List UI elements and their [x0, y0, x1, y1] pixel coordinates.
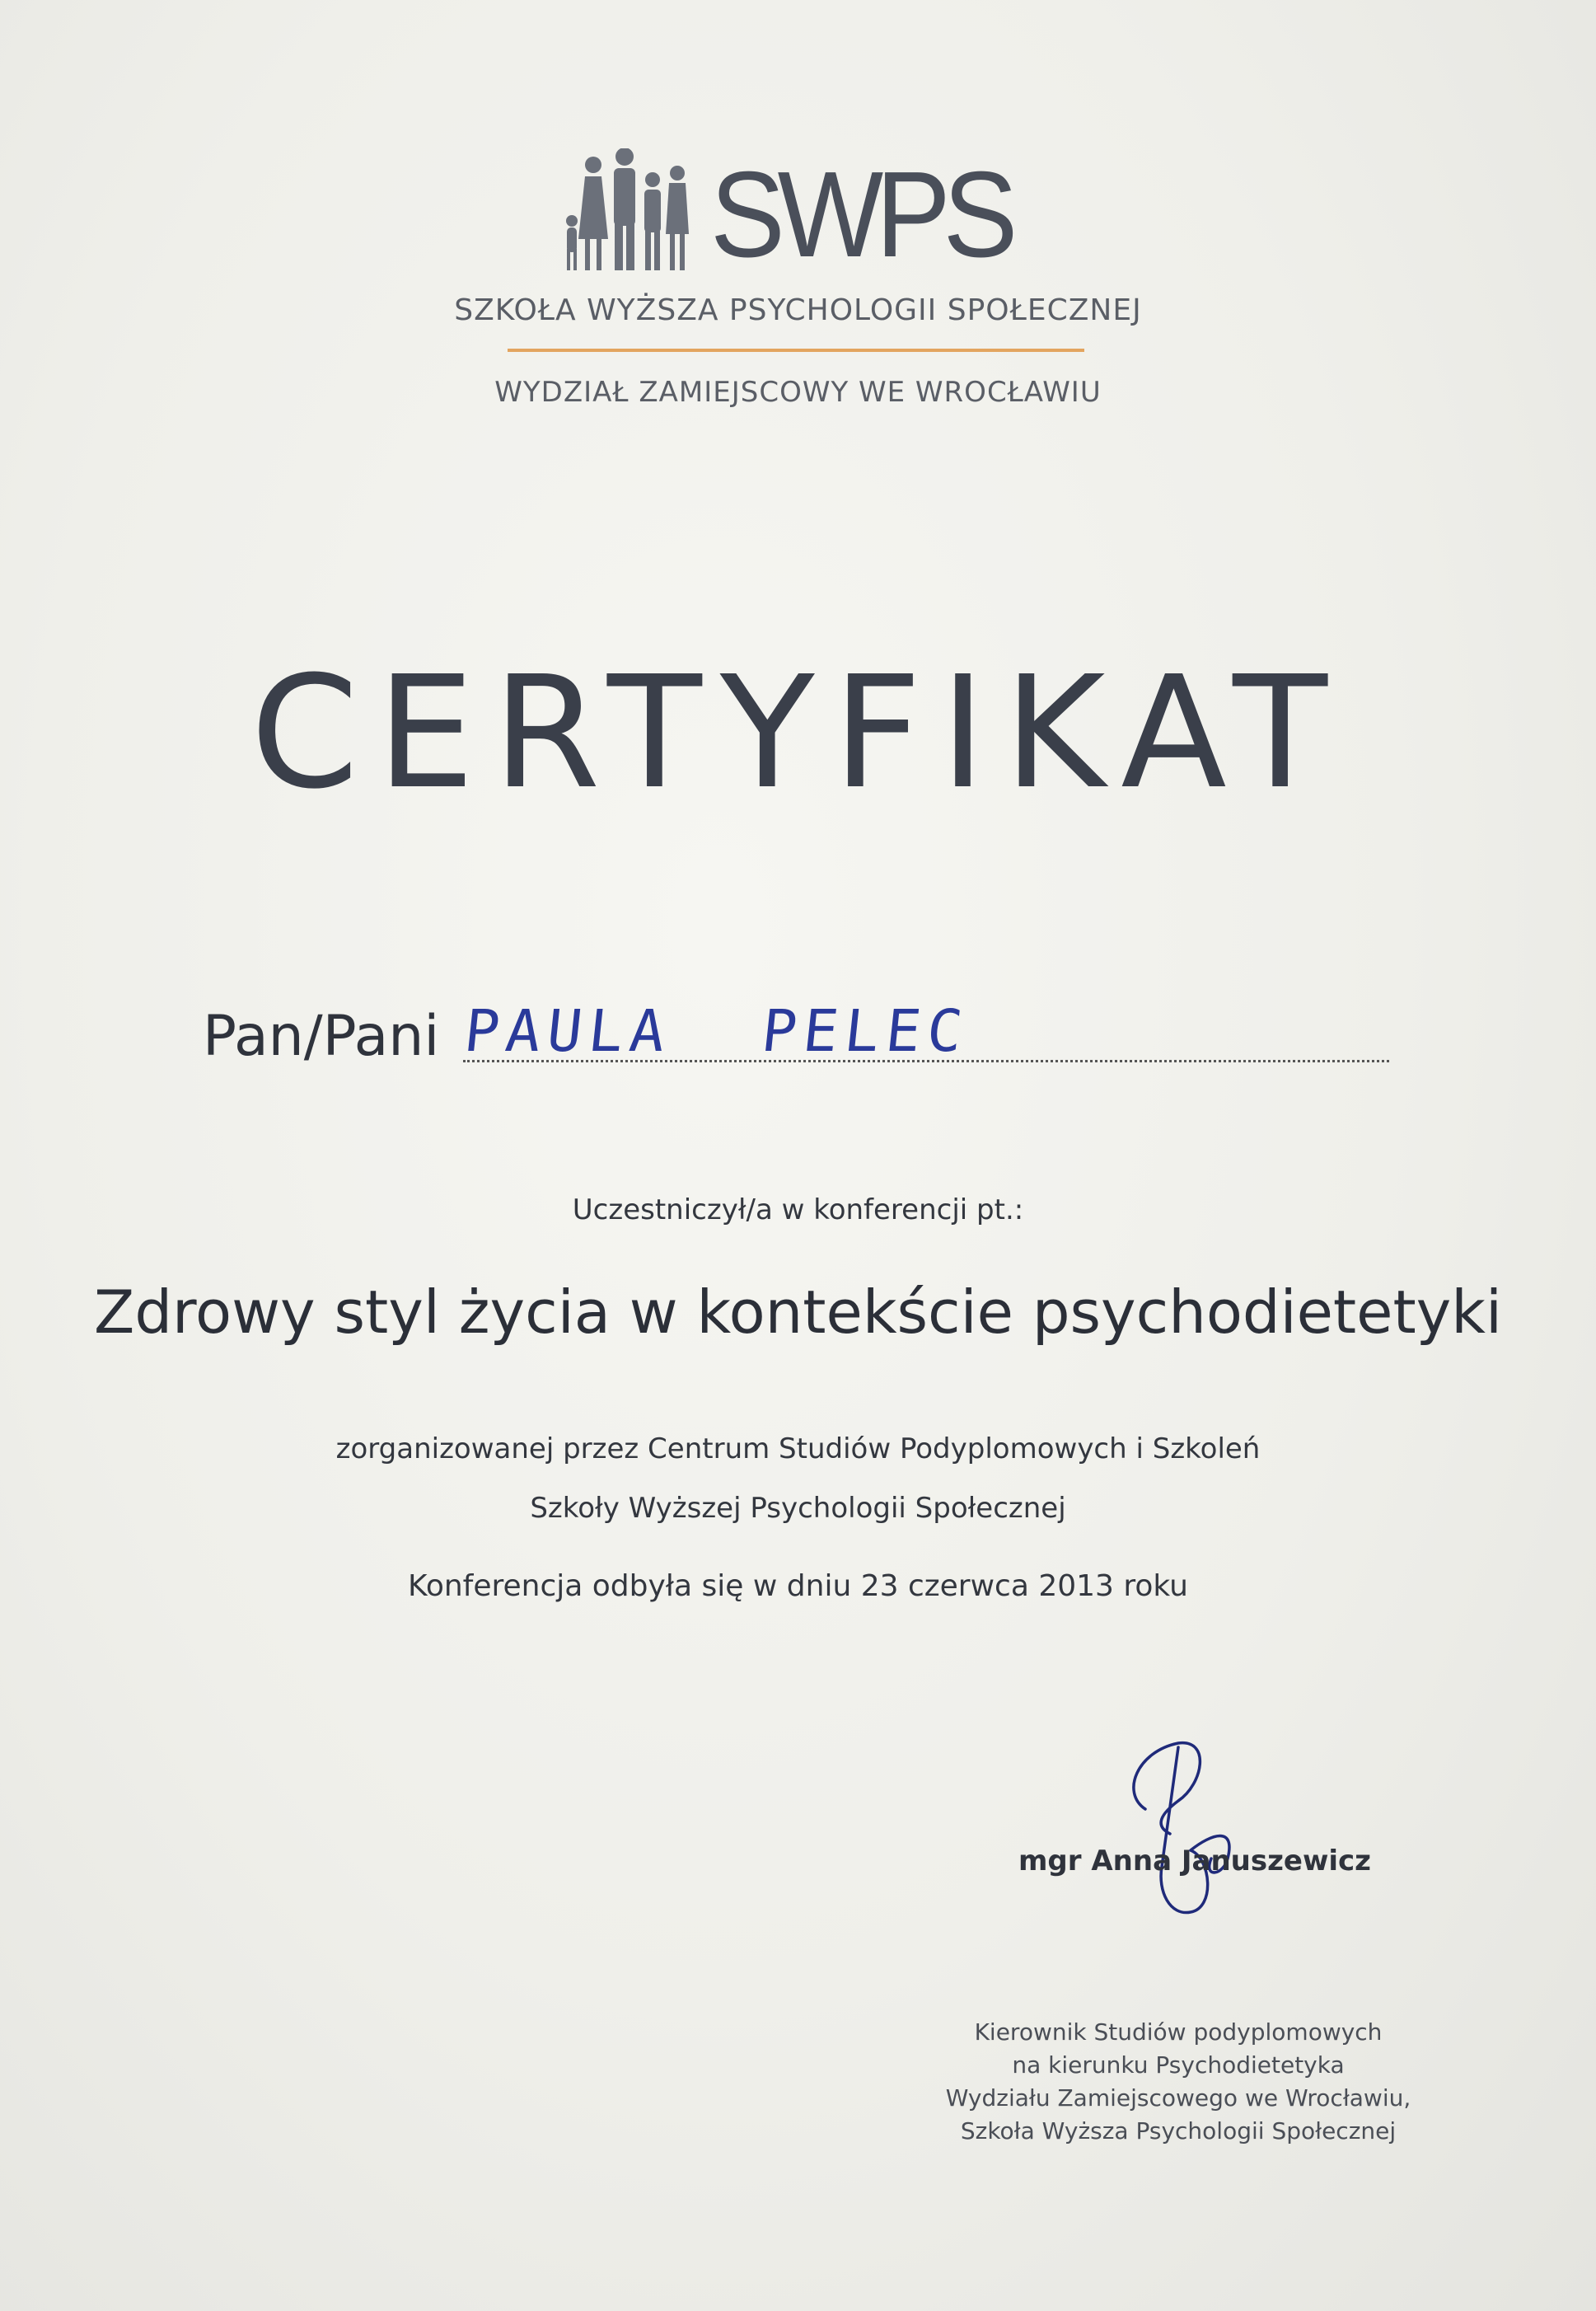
participation-text: Uczestniczył/a w konferencji pt.:	[572, 1193, 1024, 1226]
conference-date-line: Konferencja odbyła się w dniu 23 czerwca 2013 roku	[408, 1569, 1188, 1603]
school-name: SZKOŁA WYŻSZA PSYCHOLOGII SPOŁECZNEJ	[454, 293, 1142, 327]
signer-role-line-3: Wydziału Zamiejscowego we Wrocławiu,	[945, 2084, 1411, 2112]
organizer-line-2: Szkoły Wyższej Psychologii Społecznej	[530, 1492, 1066, 1525]
signer-role-line-1: Kierownik Studiów podyplomowych	[974, 2018, 1383, 2046]
family-figures-icon	[562, 148, 694, 272]
certificate-title: CERTYFIKAT	[250, 643, 1346, 823]
logo-wordmark: SWPS	[710, 147, 1011, 283]
swps-logo	[0, 148, 1596, 420]
faculty-name: WYDZIAŁ ZAMIEJSCOWY WE WROCŁAWIU	[494, 376, 1102, 409]
recipient-label: Pan/Pani	[203, 1004, 440, 1069]
signer-role-line-2: na kierunku Psychodietetyka	[1012, 2051, 1345, 2079]
recipient-row	[203, 997, 1389, 1071]
conference-title: Zdrowy styl życia w kontekście psychodietetyki	[94, 1277, 1502, 1347]
signer-name: mgr Anna Januszewicz	[1018, 1845, 1371, 1877]
handwritten-signature	[1112, 1735, 1269, 1924]
organizer-line-1: zorganizowanej przez Centrum Studiów Podyplomowych i Szkoleń	[335, 1432, 1261, 1465]
signer-role-line-4: Szkoła Wyższa Psychologii Społecznej	[960, 2117, 1397, 2145]
accent-divider	[508, 349, 1084, 352]
signer-role	[906, 2016, 1450, 2148]
recipient-name-handwritten: PAULA PELEC	[461, 997, 972, 1065]
